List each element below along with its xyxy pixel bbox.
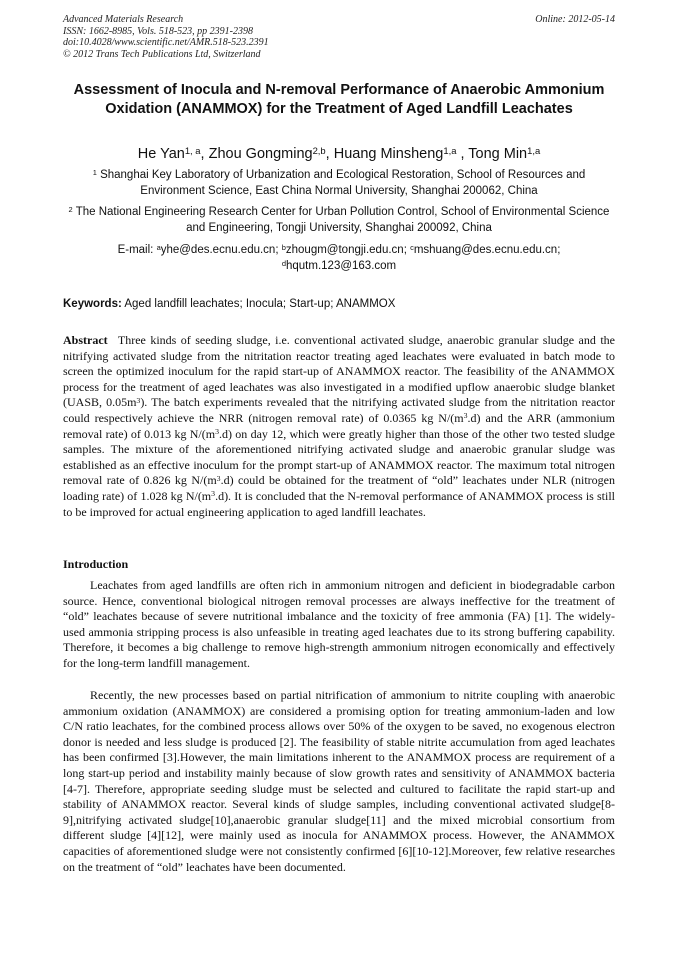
affiliation-2 [63,205,615,236]
abstract-superscript: 3 [463,411,468,421]
email-superscript: d [281,258,286,268]
email-address[interactable]: yhe@des.ecnu.edu.cn; [160,244,279,256]
affiliation-number: 2 [68,204,73,214]
abstract-text: ). The batch experiments revealed that the nitrifying activated sludge from the nitritation reactor could respectively achieve the NRR (nitrogen removal rate) of 0.0365 kg N/(m [63,395,615,425]
author-superscript: 1, a [184,144,201,156]
email-address[interactable]: zhougm@tongji.edu.cn; [285,244,407,256]
introduction-heading: Introduction [63,557,129,571]
keywords-text: Aged landfill leachates; Inocula; Start-up; ANAMMOX [124,298,396,310]
abstract-text: .d) on day 12, which were greatly higher than those of the other two tested sludge samples. The mixture of the aforementioned nitrifying activated sludge and anaerobic granular sludge was established as an effective inoculum for the prompt start-up of ANAMMOX reactor. The maximum total nitrogen removal rate of 0.826 kg N/(m [63,426,616,488]
affiliation-number: 1 [92,167,97,177]
abstract-superscript: 3 [211,489,216,499]
email-superscript: c [410,242,414,252]
author-name: Zhou Gongming [208,146,313,162]
keywords [63,297,615,312]
email-address[interactable]: hqutm.123@163.com [286,260,397,272]
paper-title: Assessment of Inocula and N-removal Performance of Anaerobic Ammonium Oxidation (ANAMMOX) for the Treatment of Aged Landfill Leachates [73,82,605,117]
email-address[interactable]: mshuang@des.ecnu.edu.cn; [413,244,561,256]
issn-line: ISSN: 1662-8985, Vols. 518-523, pp 2391-2398 [63,25,253,37]
abstract-superscript: 3 [216,473,221,483]
author-name: Huang Minsheng [333,146,444,162]
email-superscript: a [156,242,161,252]
abstract-superscript: 3 [215,427,220,437]
author-superscript: 1,a [527,144,541,156]
doi-line[interactable]: doi:10.4028/www.scientific.net/AMR.518-523.2391 [63,37,269,48]
introduction-paragraph-2: Recently, the new processes based on partial nitrification of ammonium to nitrite coupling with anaerobic ammonium oxidation (ANAMMOX) are considered a promising option for treating ammonium-laden and low C/N ratio leachates, for the combined process allows over 50% of the oxygen to be saved, no exogenous electron donor is needed and less sludge is produced [2]. The feasibility of stable nitrite accumulation from aged leachates has been confirmed [3].However, the main limitations inherent to the ANAMMOX process are requirement of a long start-up period and instability mainly because of slow growth rates and sensitivity of ANAMMOX bacteria [4-7]. Therefore, appropriate seeding sludge must be selected and cultured to facilitate the rapid start-up and stability of ANAMMOX reactor. Several kinds of sludge samples, including conventional activated sludge[8-9],nitrifying activated sludge[10],anaerobic granular sludge[11] and the mixed microbial consortium from different sludge [4][12], were mainly used as inocula for ANAMMOX process. However, the ANAMMOX capacities of aforementioned sludge were not consistently confirmed [6][10-12].Moreover, few relative researches on the treatment of “old” leachates have been documented. [63,688,615,874]
author-list: He Yan$^{1, a}$, Zhou Gongming$^{2,b}$, Huang Minsheng$^{1,a}$ , Tong Min$^{1,a}$ [137,144,541,162]
abstract-superscript: 3 [136,395,141,405]
email-superscript: b [281,242,286,252]
abstract-text: .d). It is concluded that the N-removal performance of ANAMMOX process is still to be improved for actual engineering application to aged landfill leachates. [63,488,615,519]
abstract-label: Abstract [63,333,108,347]
keywords-label: Keywords: [63,298,122,310]
affiliation-text: The National Engineering Research Center for Urban Pollution Control, School of Environmental Science and Engineering, Tongji University, Shanghai 200092, China [75,206,610,234]
affiliation-text: Shanghai Key Laboratory of Urbanization and Ecological Restoration, School of Resources and Environment Science, East China Normal University, Shanghai 200062, China [100,169,586,197]
author-superscript: 2,b [312,144,326,156]
abstract-text: Three kinds of seeding sludge, i.e. conventional activated sludge, anaerobic granular sludge and the nitrifying activated sludge from the nitritation reactor treating aged leachates were evaluated in batch mode to screen the optimized inoculum for the rapid start-up of ANAMMOX reactor. The feasibility of the ANAMMOX process for the treatment of aged leachates was also investigated in a modified upflow anaerobic sludge blanket (UASB, 0.05m [63,333,615,410]
abstract-text: .d) and the ARR (ammonium removal rate) of 0.013 kg N/(m [63,410,615,441]
email-block [63,242,615,274]
journal-header [63,14,615,60]
online-date: Online: 2012-05-14 [535,14,615,25]
author-superscript: 1,a [443,144,457,156]
author-name: Tong Min [468,146,528,162]
abstract-text: .d) could be obtained for the treatment of “old” leachates under NLR (nitrogen loading rate) of 1.028 kg N/(m [63,473,616,503]
journal-name: Advanced Materials Research [63,14,184,25]
copyright-line: © 2012 Trans Tech Publications Ltd, Switzerland [63,48,261,60]
abstract [63,333,615,520]
affiliation-1 [63,168,615,199]
introduction-paragraph-1: Leachates from aged landfills are often rich in ammonium nitrogen and deficient in biodegradable carbon source. Hence, conventional biological nitrogen removal processes are always ineffective for the treatment of “old” leachates because of severe nutritional imbalance and the toxicity of free ammonia (FA) [1]. The widely-used ammonia stripping process is also unfeasible in treating aged leachates due to its strong buffering capability. Therefore, it becomes a big challenge to remove high-strength ammonium nitrogen economically and effectively for the long-term landfill management. [63,578,615,670]
email-label: E-mail: [117,244,154,256]
author-name: He Yan [137,146,185,162]
